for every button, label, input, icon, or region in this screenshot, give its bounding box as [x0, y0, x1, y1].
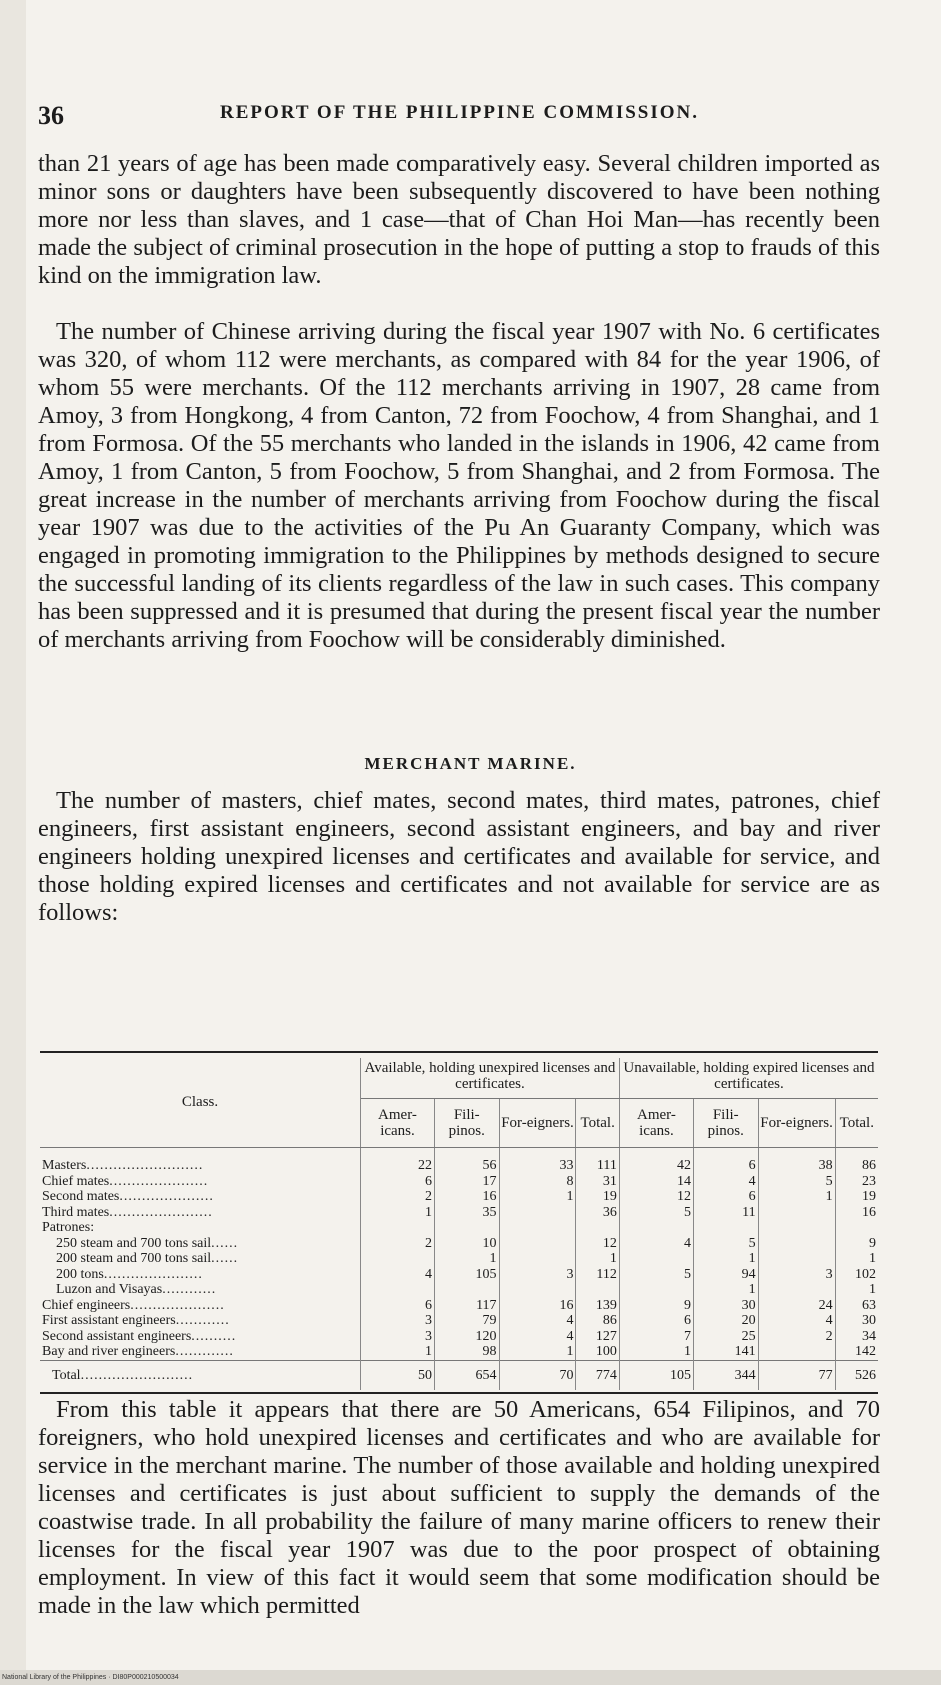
row-label: 250 steam and 700 tons sail	[56, 1235, 212, 1251]
row-label: Second mates	[42, 1189, 120, 1204]
cell: 6	[619, 1313, 693, 1329]
cell: 35	[434, 1205, 499, 1221]
cell: 34	[862, 1328, 876, 1344]
cell: 1	[619, 1344, 693, 1360]
cell	[499, 1251, 576, 1267]
running-title: REPORT OF THE PHILIPPINE COMMISSION.	[220, 102, 700, 123]
total-label: Total	[52, 1367, 81, 1383]
cell	[361, 1282, 435, 1298]
cell: 141	[693, 1344, 758, 1360]
cell	[576, 1282, 619, 1298]
table-row: Bay and river engineers............. 1 98 1 100 1 141 142	[42, 1344, 876, 1359]
cell: 4	[499, 1313, 576, 1329]
cell: 16	[862, 1204, 876, 1220]
cell: 1	[499, 1189, 576, 1205]
table-row: Chief mates...................... 6 17 8 31 14 4 5 23	[42, 1173, 876, 1189]
cell: 79	[434, 1313, 499, 1329]
cell: 4	[758, 1313, 835, 1329]
section-title: MERCHANT MARINE.	[364, 754, 577, 773]
table-row: Second assistant engineers.......... 3 120 4 127 7 25 2 34	[42, 1328, 876, 1344]
merchant-marine-table	[40, 1051, 878, 1394]
cell	[758, 1251, 835, 1267]
cell: 94	[693, 1267, 758, 1283]
group-header-available: Available, holding unexpired licenses and certificates.	[361, 1058, 620, 1099]
table-row: Second mates..................... 2 16 1 19 12 6 1 19	[42, 1189, 876, 1204]
cell: 6	[693, 1189, 758, 1205]
cell: 16	[499, 1298, 576, 1314]
cell: 6	[693, 1158, 758, 1174]
paragraph-3: The number of masters, chief mates, second mates, third mates, patrones, chief engineers, first assistant engineers, second assistant engineers, and bay and river engineers holding unexpired licenses and certificates and available for service, and those holding expired licenses and certificates and not available for service are as follows:	[38, 787, 880, 926]
cell: 6	[361, 1298, 435, 1314]
cell: 16	[434, 1189, 499, 1205]
col-header-foreigners: For-eigners.	[499, 1099, 576, 1148]
col-header-americans: Amer-icans.	[361, 1099, 435, 1148]
cell: 1	[434, 1251, 499, 1267]
cell: 8	[499, 1174, 576, 1190]
cell: 19	[576, 1189, 619, 1205]
cell: 7	[619, 1329, 693, 1345]
cell: 24	[758, 1298, 835, 1314]
row-label: Patrones:	[42, 1220, 95, 1235]
cell: 33	[499, 1158, 576, 1174]
cell: 5	[619, 1205, 693, 1221]
row-label: Chief engineers	[42, 1297, 131, 1313]
cell: 5	[758, 1174, 835, 1190]
cell: 14	[619, 1174, 693, 1190]
cell: 12	[619, 1189, 693, 1205]
cell	[758, 1344, 835, 1360]
cell: 3	[499, 1267, 576, 1283]
cell: 31	[576, 1174, 619, 1190]
cell: 20	[693, 1313, 758, 1329]
paragraph-1: than 21 years of age has been made comparatively easy. Several children imported as minor sons or daughters have been subsequently discovered to have been nothing more nor less than slaves, and 1 case—that of Chan Hoi Man—has recently been made the subject of criminal prosecution in the hope of putting a stop to frauds of this kind on the immigration law.	[38, 150, 880, 289]
total-cell: 50	[361, 1360, 435, 1390]
cell: 1	[499, 1344, 576, 1360]
cell: 63	[862, 1297, 876, 1313]
cell: 10	[434, 1236, 499, 1252]
table-top-rule	[40, 1051, 878, 1053]
cell	[758, 1236, 835, 1252]
cell: 22	[361, 1158, 435, 1174]
row-label: Luzon and Visayas	[56, 1282, 163, 1297]
row-label: First assistant engineers	[42, 1313, 176, 1328]
cell	[499, 1236, 576, 1252]
table-row: Chief engineers..................... 6 117 16 139 9 30 24 63	[42, 1297, 876, 1313]
cell: 2	[758, 1329, 835, 1345]
table-row	[40, 1220, 878, 1236]
cell	[499, 1282, 576, 1298]
col-header-filipinos: Fili-pinos.	[693, 1099, 758, 1148]
cell: 38	[758, 1158, 835, 1174]
cell	[619, 1282, 693, 1298]
table-row: First assistant engineers............ 3 79 4 86 6 20 4 30	[42, 1313, 876, 1328]
cell: 1	[693, 1282, 758, 1298]
cell: 86	[862, 1158, 876, 1173]
table-row: Masters.......................... 22 56 33 111 42 6 38 86	[42, 1158, 876, 1173]
cell: 3	[361, 1313, 435, 1329]
cell: 139	[576, 1298, 619, 1314]
table-row: Luzon and Visayas............ 1 1	[40, 1282, 878, 1298]
cell: 19	[862, 1189, 876, 1204]
cell: 102	[855, 1266, 876, 1282]
col-header-total: Total.	[835, 1099, 878, 1148]
table-total-row: Total......................... 50 654 70 774 105 344 77 526	[40, 1360, 878, 1390]
row-label: Masters	[42, 1158, 87, 1173]
paragraph-2: The number of Chinese arriving during the fiscal year 1907 with No. 6 certificates was 320, of whom 112 were merchants, as compared with 84 for the year 1906, of whom 55 were merchants. Of the 112 merchants arriving in 1907, 28 came from Amoy, 3 from Hongkong, 4 from Canton, 72 from Foochow, 4 from Shanghai, and 1 from Formosa. Of the 55 merchants who landed in the islands in 1906, 42 came from Amoy, 1 from Canton, 5 from Foochow, 5 from Shanghai, and 2 from Formosa. The great increase in the number of merchants arriving from Foochow during the fiscal year 1907 was due to the activities of the Pu An Guaranty Company, which was engaged in promoting immigration to the Philippines by methods designed to secure the successful landing of its clients regardless of the law in such cases. This company has been suppressed and it is presumed that during the present fiscal year the number of merchants arriving from Foochow will be considerably diminished.	[38, 318, 880, 653]
cell: 4	[361, 1267, 435, 1283]
cell: 1	[576, 1251, 619, 1267]
group-header-unavailable: Unavailable, holding expired licenses and certificates.	[619, 1058, 878, 1099]
cell: 17	[434, 1174, 499, 1190]
total-cell: 774	[576, 1360, 619, 1390]
cell: 25	[693, 1329, 758, 1345]
total-cell: 526	[835, 1360, 878, 1390]
cell: 36	[576, 1205, 619, 1221]
total-cell: 77	[758, 1360, 835, 1390]
cell: 105	[434, 1267, 499, 1283]
cell: 5	[619, 1267, 693, 1283]
cell: 30	[693, 1298, 758, 1314]
cell	[434, 1282, 499, 1298]
paragraph-4: From this table it appears that there are 50 Americans, 654 Filipinos, and 70 foreigners, who hold unexpired licenses and certificates and who are available for service in the merchant marine. The number of those available and holding unexpired licenses and certificates is just about sufficient to supply the demands of the coastwise trade. In all probability the failure of many marine officers to renew their licenses for the fiscal year 1907 was due to the poor prospect of obtaining employment. In view of this fact it would seem that some modification should be made in the law which permitted	[38, 1396, 880, 1619]
cell: 127	[576, 1329, 619, 1345]
cell	[758, 1205, 835, 1221]
table-row: 200 steam and 700 tons sail...... 1 1 1 1	[40, 1251, 878, 1267]
cell: 1	[869, 1251, 876, 1266]
cell: 117	[434, 1298, 499, 1314]
col-header-americans: Amer-icans.	[619, 1099, 693, 1148]
page-number: 36	[38, 101, 64, 130]
cell: 11	[693, 1205, 758, 1221]
row-label: Chief mates	[42, 1173, 110, 1189]
cell: 111	[576, 1158, 619, 1174]
table-row: 250 steam and 700 tons sail...... 2 10 12 4 5 9	[40, 1236, 878, 1252]
cell	[361, 1251, 435, 1267]
cell: 23	[862, 1173, 876, 1189]
cell: 2	[361, 1189, 435, 1205]
cell: 6	[361, 1174, 435, 1190]
cell: 100	[576, 1344, 619, 1360]
cell: 120	[434, 1329, 499, 1345]
col-header-total: Total.	[576, 1099, 619, 1148]
total-cell: 70	[499, 1360, 576, 1390]
cell	[758, 1282, 835, 1298]
cell	[499, 1205, 576, 1221]
cell: 9	[869, 1235, 876, 1251]
row-label: Second assistant engineers	[42, 1328, 192, 1344]
row-label: Bay and river engineers	[42, 1344, 176, 1359]
cell: 56	[434, 1158, 499, 1174]
cell: 4	[619, 1236, 693, 1252]
cell: 112	[576, 1267, 619, 1283]
cell: 1	[758, 1189, 835, 1205]
cell: 12	[576, 1236, 619, 1252]
cell: 1	[361, 1344, 435, 1360]
cell: 9	[619, 1298, 693, 1314]
cell: 2	[361, 1236, 435, 1252]
cell: 1	[693, 1251, 758, 1267]
cell: 1	[869, 1282, 876, 1297]
cell: 5	[693, 1236, 758, 1252]
cell: 3	[361, 1329, 435, 1345]
cell: 42	[619, 1158, 693, 1174]
total-cell: 344	[693, 1360, 758, 1390]
table-row: Third mates....................... 1 35 36 5 11 16	[42, 1204, 876, 1220]
row-label: Third mates	[42, 1204, 110, 1220]
cell: 98	[434, 1344, 499, 1360]
cell: 3	[758, 1267, 835, 1283]
col-header-foreigners: For-eigners.	[758, 1099, 835, 1148]
cell	[619, 1251, 693, 1267]
row-label: 200 steam and 700 tons sail	[56, 1251, 212, 1266]
cell: 4	[693, 1174, 758, 1190]
cell: 4	[499, 1329, 576, 1345]
total-cell: 654	[434, 1360, 499, 1390]
table-row: 200 tons...................... 4 105 3 112 5 94 3 102	[40, 1267, 878, 1283]
col-header-filipinos: Fili-pinos.	[434, 1099, 499, 1148]
cell: 86	[576, 1313, 619, 1329]
total-cell: 105	[619, 1360, 693, 1390]
class-header: Class.	[40, 1058, 361, 1148]
table-spacer	[40, 1148, 878, 1159]
table-bottom-rule	[40, 1392, 878, 1394]
cell: 1	[361, 1205, 435, 1221]
scan-footer: National Library of the Philippines · DI80P000210500034	[0, 1670, 941, 1685]
page-header	[38, 95, 878, 135]
cell: 142	[855, 1344, 876, 1359]
cell: 30	[862, 1313, 876, 1328]
row-label: 200 tons	[56, 1266, 104, 1282]
